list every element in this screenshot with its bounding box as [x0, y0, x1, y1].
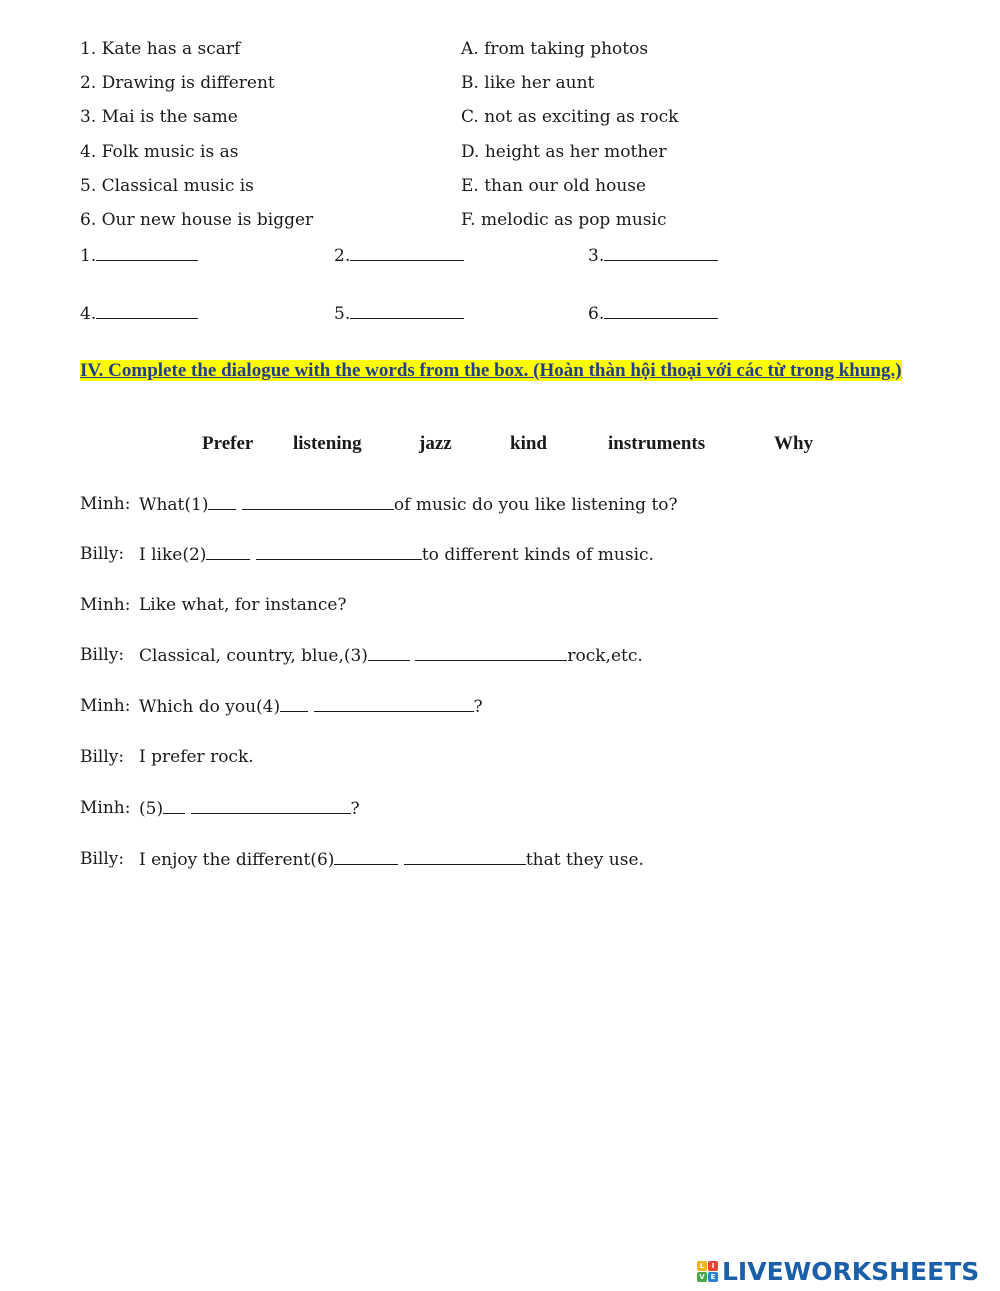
liveworksheets-logo	[697, 1254, 979, 1288]
logo-mark-icon: L I V E	[697, 1261, 718, 1282]
dialogue-line-4: Classical, country, blue,(3) rock,etc.	[139, 646, 643, 666]
dialogue-line-7: (5) ?	[139, 799, 360, 819]
blank-2[interactable]	[256, 543, 422, 560]
blank-1[interactable]	[242, 493, 394, 510]
match-right-a: A. from taking photos	[461, 39, 649, 59]
match-left-5: 5. Classical music is	[80, 176, 254, 196]
answer-6[interactable]: 6.	[588, 302, 718, 325]
answer-1[interactable]: 1.	[80, 244, 198, 267]
match-right-d: D. height as her mother	[461, 142, 667, 162]
match-right-b: B. like her aunt	[461, 73, 595, 93]
match-left-6: 6. Our new house is bigger	[80, 210, 314, 230]
word-kind: kind	[510, 433, 547, 454]
section-title: IV. Complete the dialogue with the words from the box. (Hoàn thàn hội thoại với các từ trong khung.)	[80, 360, 902, 381]
dialogue-speaker: Minh:	[80, 595, 131, 615]
blank-3[interactable]	[415, 644, 567, 661]
match-right-e: E. than our old house	[461, 176, 647, 196]
match-left-1: 1. Kate has a scarf	[80, 39, 241, 59]
dialogue-line-6: I prefer rock.	[139, 747, 254, 767]
dialogue-line-5: Which do you(4) ?	[139, 697, 483, 717]
word-prefer: Prefer	[202, 433, 254, 454]
blank-5[interactable]	[191, 797, 351, 814]
answer-5[interactable]: 5.	[334, 302, 464, 325]
match-left-3: 3. Mai is the same	[80, 107, 238, 127]
answer-4[interactable]: 4.	[80, 302, 198, 325]
dialogue-speaker: Billy:	[80, 645, 125, 665]
dialogue-line-2: I like(2) to different kinds of music.	[139, 545, 654, 565]
dialogue-speaker: Minh:	[80, 798, 131, 818]
dialogue-speaker: Billy:	[80, 849, 125, 869]
dialogue-speaker: Billy:	[80, 544, 125, 564]
dialogue-speaker: Minh:	[80, 494, 131, 514]
word-instruments: instruments	[608, 433, 706, 454]
match-right-c: C. not as exciting as rock	[461, 107, 679, 127]
dialogue-line-1: What(1) of music do you like listening to?	[139, 495, 678, 515]
dialogue-speaker: Billy:	[80, 747, 125, 767]
logo-text: LIVEWORKSHEETS	[722, 1256, 980, 1286]
match-left-4: 4. Folk music is as	[80, 142, 239, 162]
answer-3[interactable]: 3.	[588, 244, 718, 267]
word-why: Why	[774, 433, 814, 454]
dialogue-speaker: Minh:	[80, 696, 131, 716]
answer-2[interactable]: 2.	[334, 244, 464, 267]
match-right-f: F. melodic as pop music	[461, 210, 667, 230]
dialogue-line-3: Like what, for instance?	[139, 595, 347, 615]
dialogue-line-8: I enjoy the different(6) that they use.	[139, 850, 644, 870]
match-left-2: 2. Drawing is different	[80, 73, 275, 93]
blank-6[interactable]	[404, 848, 526, 865]
word-listening: listening	[293, 433, 362, 454]
blank-4[interactable]	[314, 695, 474, 712]
word-jazz: jazz	[419, 433, 452, 454]
